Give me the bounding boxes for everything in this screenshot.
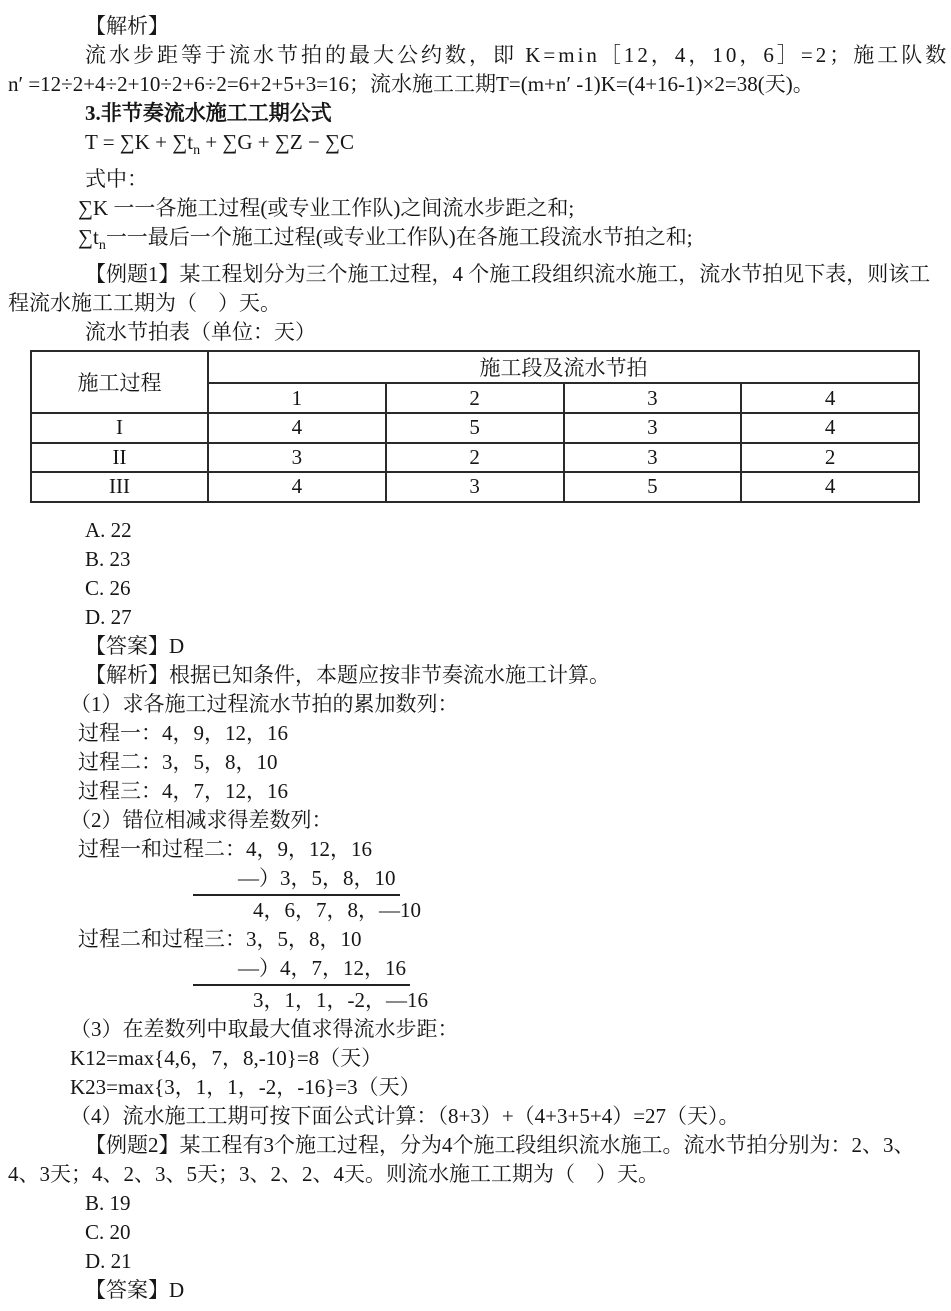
- def-tn-pre: ∑t: [78, 225, 99, 250]
- formula-subscript: n: [193, 143, 201, 159]
- process-label: I: [31, 413, 208, 443]
- example2-option-c: C. 20: [85, 1219, 131, 1244]
- table-header-process: 施工过程: [31, 351, 208, 413]
- table-row: [31, 443, 919, 473]
- formula-post: + ∑G + ∑Z − ∑C: [200, 130, 355, 154]
- option-c: C. 26: [85, 575, 131, 600]
- process-label: III: [31, 472, 208, 502]
- example2-option-d: D. 21: [85, 1248, 132, 1273]
- subtraction1-result: 4，6，7，8，—10: [253, 897, 421, 922]
- def-tn-subscript: n: [98, 238, 106, 254]
- analysis1-label: 【解析】: [85, 14, 169, 38]
- sequence-3: 过程三：4，7，12，16: [78, 778, 288, 803]
- example1-intro-line2: 程流水施工工期为（ ）天。: [8, 291, 281, 316]
- beat-value: 3: [564, 443, 742, 473]
- table-caption: 流水节拍表（单位：天）: [85, 320, 316, 345]
- section-number-2: 2: [386, 383, 564, 413]
- analysis1-line1: 流水步距等于流水节拍的最大公约数，即 K=min［12，4，10，6］=2；施工队数: [85, 43, 950, 67]
- formula-pre: T = ∑K + ∑t: [85, 130, 194, 154]
- beat-value: 4: [741, 413, 919, 443]
- analysis1-line2: n′ =12÷2+4÷2+10÷2+6÷2=6+2+5+3=16；流水施工工期T=(m+n′ -1)K=(4+16-1)×2=38(天)。: [8, 72, 814, 96]
- process-label: II: [31, 443, 208, 473]
- section3-formula: [8, 128, 943, 165]
- table-header-row-1: [31, 351, 919, 383]
- subtraction2-minus-row: [8, 954, 943, 986]
- example2-option-b: B. 19: [85, 1190, 131, 1215]
- example2-intro-line2: 4、3天；4、2、3、5天；3、2、2、4天。则流水施工工期为（ ）天。: [8, 1161, 659, 1186]
- step3-label: （3）在差数列中取最大值求得流水步距：: [70, 1016, 459, 1041]
- beat-value: 3: [386, 472, 564, 502]
- beat-table: [30, 350, 920, 502]
- beat-value: 5: [564, 472, 742, 502]
- subtraction1-minus: —）3，5，8，10: [193, 864, 400, 896]
- beat-value: 3: [564, 413, 742, 443]
- table-header-sections: 施工段及流水节拍: [208, 351, 919, 383]
- step4-label: （4）流水施工工期可按下面公式计算：（8+3）+（4+3+5+4）=27（天）。: [70, 1103, 740, 1128]
- section3-heading: 3.非节奏流水施工工期公式: [85, 101, 332, 125]
- example1-answer: 【答案】D: [85, 633, 185, 658]
- beat-value: 4: [741, 472, 919, 502]
- option-d: D. 27: [85, 604, 132, 629]
- subtraction1-top: 过程一和过程二：4，9，12，16: [78, 836, 372, 861]
- subtraction2-result: 3，1，1，-2，—16: [253, 987, 428, 1012]
- option-a: A. 22: [85, 517, 132, 542]
- beat-value: 2: [741, 443, 919, 473]
- option-b: B. 23: [85, 546, 131, 571]
- k23-line: K23=max{3，1，1，-2，-16}=3（天）: [70, 1074, 421, 1099]
- beat-value: 4: [208, 413, 386, 443]
- subtraction1-minus-row: [8, 864, 943, 896]
- example2-answer: 【答案】D: [85, 1277, 185, 1302]
- table-row: [31, 472, 919, 502]
- sequence-2: 过程二：3，5，8，10: [78, 749, 278, 774]
- beat-value: 5: [386, 413, 564, 443]
- table-row: [31, 413, 919, 443]
- section-number-1: 1: [208, 383, 386, 413]
- section-number-3: 3: [564, 383, 742, 413]
- beat-value: 4: [208, 472, 386, 502]
- subtraction2-minus: —）4，7，12，16: [193, 954, 410, 986]
- example1-analysis-intro: 【解析】根据已知条件，本题应按非节奏流水施工计算。: [85, 662, 610, 687]
- step2-label: （2）错位相减求得差数列：: [70, 807, 333, 832]
- subtraction2-top: 过程二和过程三：3，5，8，10: [78, 926, 362, 951]
- section-number-4: 4: [741, 383, 919, 413]
- definition-k: ∑K 一一各施工过程(或专业工作队)之间流水步距之和;: [78, 196, 575, 221]
- where-label: 式中：: [85, 167, 148, 192]
- k12-line: K12=max{4,6，7，8,-10}=8（天）: [70, 1045, 383, 1070]
- example2-intro-line1: 【例题2】某工程有3个施工过程，分为4个施工段组织流水施工。流水节拍分别为：2、3、: [85, 1132, 915, 1157]
- sequence-1: 过程一：4，9，12，16: [78, 720, 288, 745]
- beat-value: 2: [386, 443, 564, 473]
- step1-label: （1）求各施工过程流水节拍的累加数列：: [70, 691, 459, 716]
- beat-value: 3: [208, 443, 386, 473]
- def-tn-post: 一一最后一个施工过程(或专业工作队)在各施工段流水节拍之和;: [105, 225, 693, 250]
- definition-tn: [8, 223, 943, 260]
- example1-intro-line1: 【例题1】某工程划分为三个施工过程，4 个施工段组织流水施工，流水节拍见下表，则该工: [85, 262, 931, 287]
